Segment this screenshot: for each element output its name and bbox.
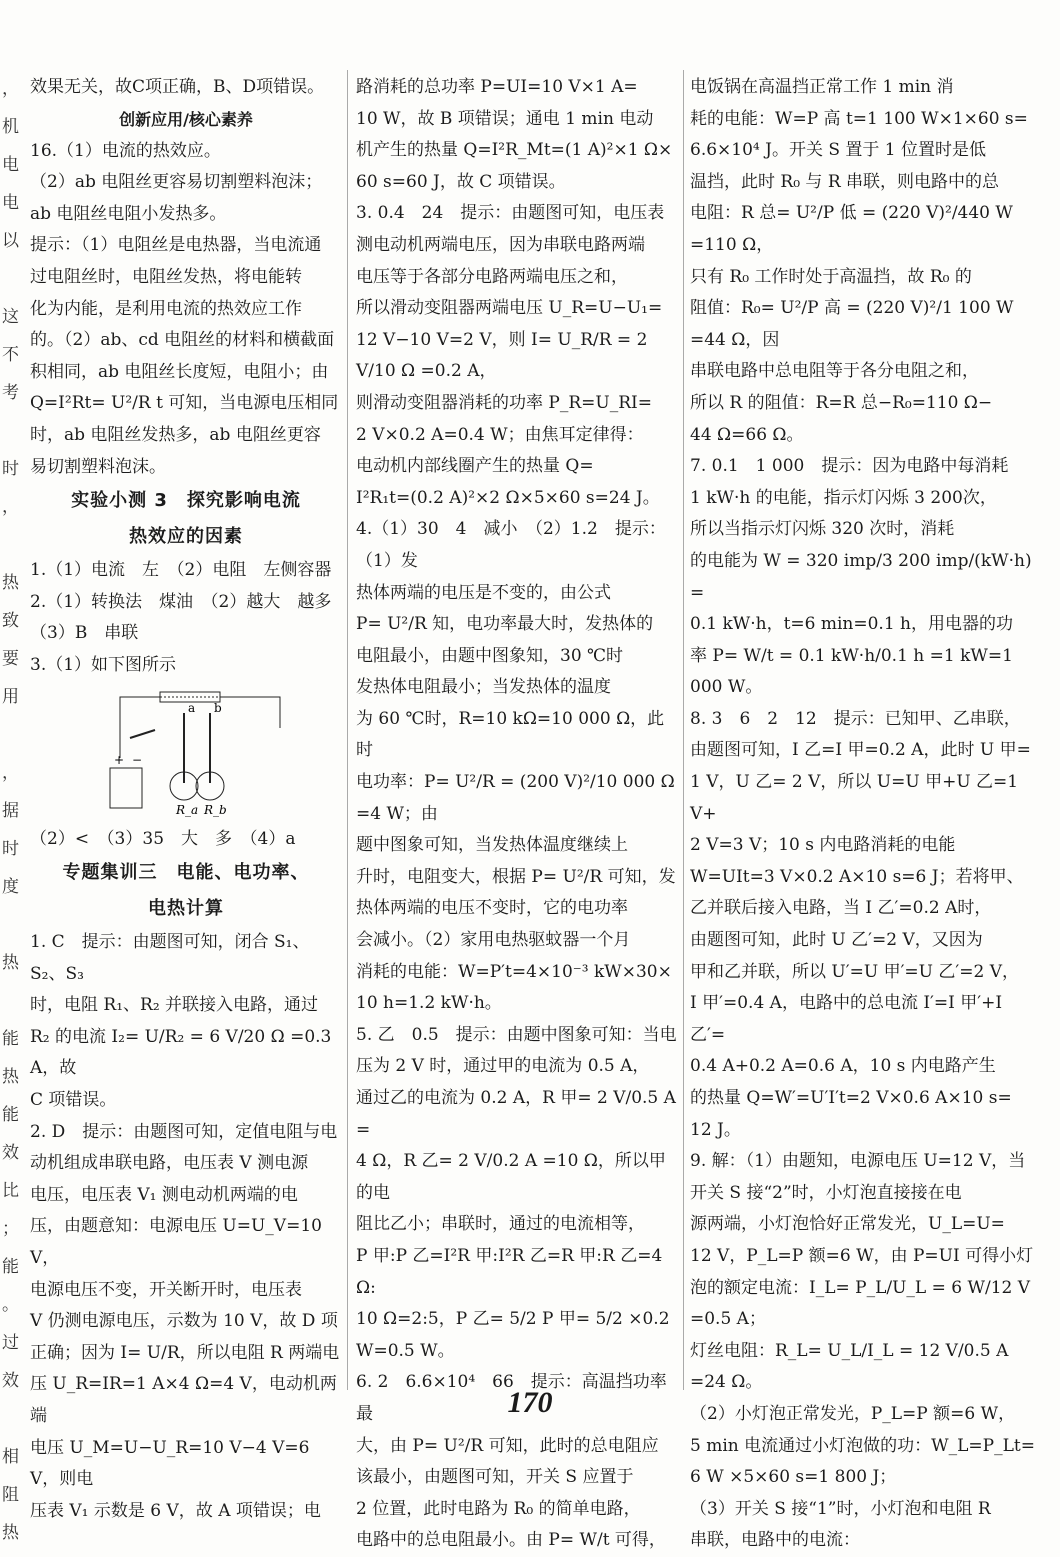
edge-char: 机 [2,117,19,137]
col3-line: 9. 解：（1）由题知，电源电压 U=12 V，当 [690,1151,1026,1172]
col2-line: 机产生的热量 Q=I²R_Mt=(1 A)²×1 Ω× [356,140,673,161]
col1-line: 压表 V₁ 示数是 6 V，故 A 项错误；电 [30,1500,321,1521]
col1-line: 正确；因为 I= U/R，所以电阻 R 两端电 [30,1342,340,1363]
edge-char [2,716,16,754]
col3-line: 温挡，此时 R₀ 与 R 串联，则电路中的总 [690,171,1000,192]
edge-char: 电 [2,155,19,175]
col1-line: 电源电压不变，开关断开时，电压表 [30,1279,302,1300]
edge-char: 阻 [2,1485,19,1505]
col3-line: 6 W ×5×60 s=1 800 J； [690,1467,897,1488]
col3-line: 所以当指示灯闪烁 320 次时，消耗 [690,519,955,540]
edge-char: 致 [2,611,19,631]
col3-line: 0.4 A+0.2 A=0.6 A，10 s 内电路产生 [690,1056,996,1077]
col3-line: 由题图可知，此时 U 乙′=2 V，又因为 [690,930,983,951]
edge-char: 时 [2,459,19,479]
col1-line: 2.（1）转换法 煤油 （2）越大 越多 [30,591,332,612]
col3-line: 所以 R 的阻值：R=R 总−R₀=110 Ω− [690,392,993,413]
col1-line: 时，电阻 R₁、R₂ 并联接入电路，通过 [30,995,319,1016]
col3-line: 的电能为 W = 320 imp/3 200 imp/(kW·h) = [690,550,1032,603]
edge-char: ， [2,79,19,99]
col1-line: 电热计算 [148,898,224,920]
edge-char: 能 [2,1029,19,1049]
col3-line: 1 V，U 乙= 2 V，所以 U=U 甲+U 乙=1 V+ [690,772,1019,824]
col3-line: 0.1 kW·h，t=6 min=0.1 h，用电器的功 [690,614,1013,635]
col3-line: 串联，电路中的电流： [690,1530,860,1551]
col3-line: W=UIt=3 V×0.2 A×10 s=6 J；若将甲、 [690,866,1024,887]
col1-line: R₂ 的电流 I₂= U/R₂ = 6 V/20 Ω =0.3 A，故 [30,1026,332,1079]
col2-line: 电路中的总电阻最小。由 P= W/t 可得， [356,1530,666,1551]
col3-line: I 甲′=0.4 A，电路中的总电流 I′=I 甲′+I 乙′= [690,993,1003,1045]
col3-line: 乙并联后接入电路，当 I 乙′=0.2 A时， [690,898,992,919]
col2-line: 热体两端的电压是不变的，由公式 [356,582,611,603]
col3-line: 12 J。 [690,1119,741,1140]
col1-line: 2. D 提示：由题图可知，定值电阻与电 [30,1121,338,1142]
col1-line: V 仍测电源电压，示数为 10 V，故 D 项 [30,1311,338,1332]
col2-line: 消耗的电能：W=P′t=4×10⁻³ kW×30× [356,961,672,982]
col3-line: 1 kW·h 的电能，指示灯闪烁 3 200次， [690,487,997,508]
edge-char: 考 [2,383,19,403]
col1-line: C 项错误。 [30,1090,117,1111]
page-number: 170 [507,1386,553,1419]
col3-line: 开关 S 接“2”时，小灯泡直接接在电 [690,1182,962,1203]
col1-line: （2）< （3）35 大 多 （4）a [30,828,296,849]
col2-line: 该最小，由题图可知，开关 S 应置于 [356,1467,634,1488]
col1-line: 时，ab 电阻丝发热多，ab 电阻丝更容 [30,424,321,445]
col3-line: 8. 3 6 2 12 提示：已知甲、乙串联， [690,708,1021,729]
edge-char: 能 [2,1257,19,1277]
edge-char: 。 [2,1295,19,1315]
column-left [30,72,342,1527]
col3-line: 耗的电能：W=P 高 t=1 100 W×1×60 s= [690,108,1028,129]
col1-line: （3）B 串联 [30,623,139,644]
edge-char: 能 [2,1105,19,1125]
edge-char: ， [2,497,19,517]
col3-line: 阻值：R₀= U²/P 高 = (220 V)²/1 100 W =44 Ω，因 [690,298,1014,350]
edge-char [2,982,16,1020]
label-ra: R_a [176,802,199,817]
col1-line: 1. C 提示：由题图可知，闭合 S₁、S₂、S₃ [30,932,310,984]
col2-line: 路消耗的总功率 P=UI=10 V×1 A= [356,77,638,97]
col3-line: 由题图可知，I 乙=I 甲=0.2 A，此时 U 甲= [690,740,1031,761]
edge-char: 热 [2,1067,19,1087]
edge-char [2,526,16,564]
col3-line: 7. 0.1 1 000 提示：因为电路中每消耗 [690,456,1009,477]
column-divider [683,70,684,1390]
col2-line: 通过乙的电流为 0.2 A，R 甲= 2 V/0.5 A = [356,1088,676,1140]
edge-char: 热 [2,573,19,593]
col2-line: 发热体电阻最小；当发热体的温度 [356,677,611,698]
col1-line: 过电阻丝时，电阻丝发热，将电能转 [30,266,302,287]
col2-line: 电功率：P= U²/R = (200 V)²/10 000 Ω =4 W；由 [356,772,675,824]
label-rb: R_b [204,802,227,817]
col2-line: 电阻最小，由题中图象知，30 ℃时 [356,645,624,666]
col3-line: 44 Ω=66 Ω。 [690,424,804,445]
col2-line: 会减小。（2）家用电热驱蚊器一个月 [356,930,631,951]
col2-line: 12 V−10 V=2 V，则 I= U_R/R = 2 V/10 Ω =0.2 A， [356,329,648,382]
col2-line: 6. 2 6.6×10⁴ 66 提示：高温挡功率最 [356,1372,667,1424]
edge-char: 效 [2,1143,19,1163]
col2-line: 压为 2 V 时，通过甲的电流为 0.5 A， [356,1056,650,1077]
col3-line: 源两端，小灯泡恰好正常发光，U_L=U= [690,1214,1005,1235]
col1-line: 电压，电压表 V₁ 测电动机两端的电 [30,1184,298,1205]
battery-plus: + [114,752,125,767]
col3-line: 只有 R₀ 工作时处于高温挡，故 R₀ 的 [690,266,972,287]
col1-line: 化为内能，是利用电流的热效应工作 [30,298,302,319]
col1-line: 1.（1）电流 左 （2）电阻 左侧容器 [30,560,332,581]
col1-line: 创新应用/核心素养 [119,109,253,129]
edge-char: 要 [2,649,19,669]
col3-line: 2 V=3 V；10 s 内电路消耗的电能 [690,835,956,856]
edge-char: 这 [2,307,19,327]
col3-line: 灯丝电阻：R_L= U_L/I_L = 12 V/0.5 A =24 Ω。 [690,1340,1009,1393]
col3-line: 率 P= W/t = 0.1 kW·h/0.1 h =1 kW=1 000 W。 [690,645,1013,698]
col3-line: 5 min 电流通过小灯泡做的功：W_L=P_Lt= [690,1435,1035,1456]
col3-line: 电阻：R 总= U²/P 低 = (220 V)²/440 W =110 Ω， [690,203,1013,255]
edge-char [2,260,16,298]
col2-line: 2 位置，此时电路为 R₀ 的简单电路， [356,1498,641,1519]
col2-line: P 甲:P 乙=I²R 甲:I²R 乙=R 甲:R 乙=4 Ω: [356,1245,663,1298]
edge-char: 比 [2,1181,19,1201]
col1-line: 效果无关，故C项正确，B、D项错误。 [30,77,325,97]
col1-line: 易切割塑料泡沫。 [30,456,166,477]
edge-char: 以 [2,231,19,251]
col1-line: 热效应的因素 [129,526,243,548]
col2-line: P= U²/R 知，电功率最大时，发热体的 [356,614,654,635]
col2-line: 所以滑动变阻器两端电压 U_R=U−U₁= [356,298,663,319]
edge-char: 据 [2,801,19,821]
col1-line: 专题集训三 电能、电功率、 [62,862,310,884]
col1-line: 电压 U_M=U−U_R=10 V−4 V=6 V，则电 [30,1437,310,1490]
col2-line: 大，由 P= U²/R 可知，此时的总电阻应 [356,1435,659,1456]
left-margin-cutoff-text [2,70,19,1552]
col3-line: 的热量 Q=W′=U′I′t=2 V×0.6 A×10 s= [690,1088,1012,1108]
col2-line: 阻比乙小；串联时，通过的电流相等， [356,1214,645,1235]
col2-line: I²R₁t=(0.2 A)²×2 Ω×5×60 s=24 J。 [356,487,660,508]
col2-line: 题中图象可知，当发热体温度继续上 [356,835,628,856]
column-divider [347,70,348,1390]
edge-char [2,906,16,944]
label-b: b [214,700,222,715]
col2-line: 升时，电阻变大，根据 P= U²/R 可知，发 [356,866,676,887]
col1-line: 提示：（1）电阻丝是电热器，当电流通 [30,235,322,256]
col1-line: 积相同，ab 电阻丝长度短，电阻小；由 [30,361,329,382]
edge-char: ； [2,1219,19,1239]
col1-line: 压 U_R=IR=1 A×4 Ω=4 V，电动机两端 [30,1374,337,1426]
battery-minus: − [132,752,143,767]
col3-line: 12 V，P_L=P 额=6 W，由 P=UI 可得小灯 [690,1245,1034,1266]
col1-line: 16.（1）电流的热效应。 [30,140,221,161]
col3-line: 电饭锅在高温挡正常工作 1 min 消 [690,77,954,97]
edge-char: 热 [2,1523,19,1543]
col2-line: 10 Ω=2:5，P 乙= 5/2 P 甲= 5/2 ×0.2 W=0.5 W。 [356,1309,670,1361]
col2-line: 10 h=1.2 kW·h。 [356,993,502,1014]
column-middle [356,72,678,1557]
col1-line: 的。（2）ab、cd 电阻丝的材料和横截面 [30,330,335,351]
edge-char: 过 [2,1333,19,1353]
col1-line: 实验小测 3 探究影响电流 [71,490,301,512]
col3-line: 串联电路中总电阻等于各分电阻之和， [690,361,979,382]
col1-line: （2）ab 电阻丝更容易切割塑料泡沫； [30,172,323,193]
circuit-diagram [100,688,300,818]
col3-line: （2）小灯泡正常发光，P_L=P 额=6 W， [690,1403,1016,1424]
edge-char: 度 [2,877,19,897]
col3-line: 6.6×10⁴ J。开关 S 置于 1 位置时是低 [690,140,987,161]
col3-line: 甲和乙并联，所以 U′=U 甲′=U 乙′=2 V， [690,961,1020,982]
col2-line: 2 V×0.2 A=0.4 W；由焦耳定律得： [356,424,644,445]
col2-line: 3. 0.4 24 提示：由题图可知，电压表 [356,203,665,224]
col1-line: 3.（1）如下图所示 [30,654,177,675]
edge-char: 热 [2,953,19,973]
edge-char: 用 [2,687,19,707]
col2-line: 5. 乙 0.5 提示：由题中图象可知：当电 [356,1024,677,1045]
edge-char: 不 [2,345,19,365]
col2-line: 10 W，故 B 项错误；通电 1 min 电动 [356,108,654,129]
edge-char: 时 [2,839,19,859]
col1-line: 动机组成串联电路，电压表 V 测电源 [30,1153,309,1174]
edge-char: ， [2,763,19,783]
col2-line: 为 60 ℃时，R=10 kΩ=10 000 Ω，此时 [356,708,665,761]
col1-line: 压，由题意知：电源电压 U=U_V=10 V， [30,1216,322,1269]
edge-char: 相 [2,1447,19,1467]
col2-line: 4 Ω，R 乙= 2 V/0.2 A =10 Ω，所以甲的电 [356,1151,666,1203]
col2-line: 电压等于各部分电路两端电压之和， [356,266,628,287]
edge-char: 电 [2,193,19,213]
col1-line: Q=I²Rt= U²/R t 可知，当电源电压相同 [30,393,339,414]
label-a: a [188,700,196,715]
col2-line: 电动机内部线圈产生的热量 Q= [356,456,594,477]
col2-line: 4.（1）30 4 减小 （2）1.2 提示：（1）发 [356,519,666,571]
col3-line: （3）开关 S 接“1”时，小灯泡和电阻 R [690,1498,991,1519]
col1-line: ab 电阻丝电阻小发热多。 [30,203,227,224]
col2-line: 60 s=60 J，故 C 项错误。 [356,171,566,192]
col3-line: 泡的额定电流：I_L= P_L/U_L = 6 W/12 V =0.5 A； [690,1277,1031,1330]
column-right [690,72,1038,1557]
edge-char: 效 [2,1371,19,1391]
edge-char [2,412,16,450]
col2-line: 热体两端的电压不变时，它的电功率 [356,898,628,919]
col2-line: 则滑动变阻器消耗的功率 P_R=U_RI= [356,392,652,413]
col2-line: 测电动机两端电压，因为串联电路两端 [356,234,645,255]
